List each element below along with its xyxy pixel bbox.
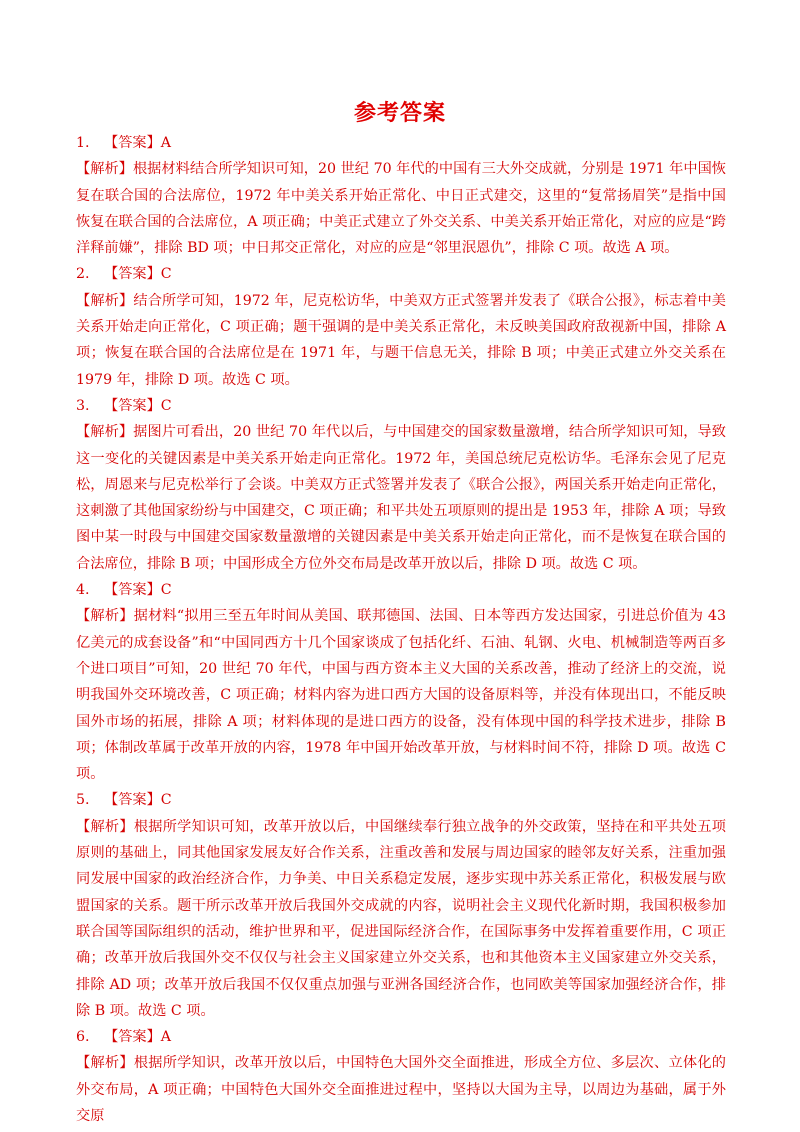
answer-line	[76, 130, 726, 156]
question-number: 3.	[76, 397, 90, 414]
answer-tag: 【答案】	[104, 792, 161, 809]
answer-line	[76, 261, 726, 287]
explanation-line	[76, 814, 726, 1024]
question-number: 4.	[76, 582, 90, 599]
answer-value: C	[160, 397, 172, 414]
explanation-text: 根据所学知识可知，改革开放以后，中国继续奉行独立战争的外交政策，坚持在和平共处五项原则的基础上，同其他国家发展友好合作关系，注重改善和发展与周边国家的睦邻友好关系，注重加强同发展中国家的政治经济合作，力争美、中日关系稳定发展，逐步实现中苏关系正常化，积极发展与欧盟国家的关系。题干所示改革开放后我国外交成就的内容，说明社会主义现代化新时期，我国积极参加联合国等国际组织的活动，维护世界和平，促进国际经济合作，在国际事务中发挥着重要作用，C 项正确；改革开放后我国外交不仅仅与社会主义国家建立外交关系，也和其他资本主义国家建立外交关系，排除 AD 项；改革开放后我国不仅仅重点加强与亚洲各国经济合作，也同欧美等国家加强经济合作，排除 B 项。故选 C 项。	[76, 818, 726, 1019]
question-number: 6.	[76, 1029, 90, 1046]
answer-value: C	[160, 792, 172, 809]
answer-line	[76, 1024, 726, 1050]
answer-item-3	[76, 393, 726, 577]
answer-tag: 【答案】	[104, 582, 161, 599]
question-number: 1.	[76, 135, 90, 151]
explanation-text: 根据所学知识，改革开放以后，中国特色大国外交全面推进，形成全方位、多层次、立体化的外交布局，A 项正确；中国特色大国外交全面推进过程中，坚持以大国为主导，以周边为基础，属于外交原	[76, 1055, 726, 1124]
answer-tag: 【答案】	[104, 135, 161, 151]
answer-line	[76, 393, 726, 419]
explanation-text: 据材料“拟用三至五年时间从美国、联邦德国、法国、日本等西方发达国家，引进总价值为 43 亿美元的成套设备”和“中国同西方十几个国家谈成了包括化纤、石油、轧钢、火电、机械制造等两百多个进口项目”可知，20 世纪 70 年代，中国与西方资本主义大国的关系改善，推动了经济上的交流，说明我国外交环境改善，C 项正确；材料内容为进口西方大国的设备原料等，并没有体现出口，不能反映国外市场的拓展，排除 A 项；材料体现的是进口西方的设备，没有体现中国的科学技术进步，排除 B 项；体制改革属于改革开放的内容，1978 年中国开始改革开放，与材料时间不符，排除 D 项。故选 C 项。	[76, 608, 726, 783]
answer-list	[76, 130, 726, 1129]
explanation-tag: 【解析】	[76, 424, 134, 441]
answer-value: C	[160, 582, 172, 599]
explanation-line	[76, 156, 726, 261]
explanation-text: 根据材料结合所学知识可知，20 世纪 70 年代的中国有三大外交成就，分别是 1971 年中国恢复在联合国的合法席位，1972 年中美关系开始正常化、中日正式建交，这里的“复常扬眉笑”是指中国恢复在联合国的合法席位，A 项正确；中美正式建立了外交关系、中美关系开始正常化，对应的应是“跨洋释前嫌”，排除 BD 项；中日邦交正常化，对应的应是“邻里泯恩仇”，排除 C 项。故选 A 项。	[76, 161, 726, 257]
answer-value: A	[160, 1029, 172, 1046]
explanation-tag: 【解析】	[76, 1055, 134, 1072]
answer-item-6	[76, 1024, 726, 1129]
answer-item-1	[76, 130, 726, 261]
answer-tag: 【答案】	[104, 266, 161, 283]
answer-item-4	[76, 577, 726, 787]
page-title: 参考答案	[353, 101, 446, 126]
explanation-tag: 【解析】	[76, 161, 133, 178]
explanation-tag: 【解析】	[76, 608, 134, 625]
answer-tag: 【答案】	[104, 397, 161, 414]
explanation-line	[76, 1050, 726, 1129]
answer-tag: 【答案】	[104, 1029, 161, 1046]
question-number: 5.	[76, 792, 90, 809]
explanation-text: 据图片可看出，20 世纪 70 年代以后，与中国建交的国家数量激增，结合所学知识可知，导致这一变化的关键因素是中美关系开始走向正常化。1972 年，美国总统尼克松访华。毛泽东会见了尼克松，周恩来与尼克松举行了会谈。中美双方正式签署并发表了《联合公报》，两国关系开始走向正常化，这刺激了其他国家纷纷与中国建交，C 项正确；和平共处五项原则的提出是 1953 年，排除 A 项；导致图中某一时段与中国建交国家数量激增的关键因素是中美关系开始走向正常化，而不是恢复在联合国的合法席位，排除 B 项；中国形成全方位外交布局是改革开放以后，排除 D 项。故选 C 项。	[76, 424, 726, 572]
explanation-text: 结合所学可知，1972 年，尼克松访华，中美双方正式签署并发表了《联合公报》，标志着中美关系开始走向正常化，C 项正确；题干强调的是中美关系正常化，未反映美国政府敌视新中国，排除 A 项；恢复在联合国的合法席位是在 1971 年，与题干信息无关，排除 B 项；中美正式建立外交关系在 1979 年，排除 D 项。故选 C 项。	[76, 292, 726, 388]
answer-item-2	[76, 261, 726, 392]
answer-item-5	[76, 787, 726, 1024]
answer-value: C	[160, 266, 172, 283]
answer-line	[76, 787, 726, 813]
answer-line	[76, 577, 726, 603]
explanation-tag: 【解析】	[76, 818, 134, 835]
question-number: 2.	[76, 266, 90, 283]
explanation-line	[76, 419, 726, 577]
explanation-line	[76, 603, 726, 787]
answer-value: A	[160, 135, 172, 151]
explanation-line	[76, 288, 726, 393]
explanation-tag: 【解析】	[76, 292, 134, 309]
